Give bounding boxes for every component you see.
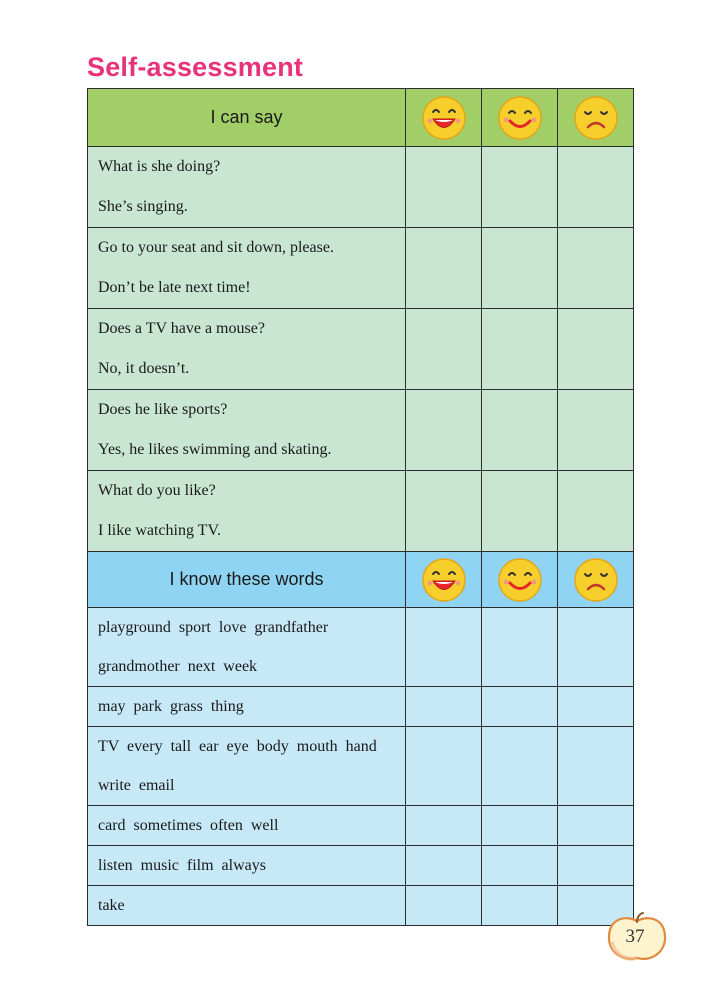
rating-cell-sad[interactable] (558, 228, 634, 309)
rating-cell-smile[interactable] (482, 608, 558, 687)
words-line: take (98, 897, 125, 914)
rating-cell-smile[interactable] (482, 727, 558, 806)
words-row (88, 687, 634, 727)
say-header-row (88, 89, 634, 147)
words-line: playground sport love grandfather (98, 619, 329, 636)
smiling-face-icon (497, 95, 543, 141)
rating-cell-sad[interactable] (558, 687, 634, 727)
rating-cell-smile[interactable] (482, 228, 558, 309)
words-line: may park grass thing (98, 698, 244, 715)
rating-cell-sad[interactable] (558, 390, 634, 471)
rating-cell-laugh[interactable] (406, 846, 482, 886)
laughing-face-icon (421, 95, 467, 141)
rating-cell-laugh[interactable] (406, 309, 482, 390)
say-answer: No, it doesn’t. (98, 360, 190, 377)
rating-cell-laugh[interactable] (406, 727, 482, 806)
smiling-face-icon (497, 557, 543, 603)
say-question: Go to your seat and sit down, please. (98, 239, 334, 256)
rating-cell-smile[interactable] (482, 806, 558, 846)
words-line: write email (98, 777, 175, 794)
self-assessment-table (87, 88, 634, 926)
rating-cell-sad[interactable] (558, 147, 634, 228)
say-question: Does he like sports? (98, 401, 228, 418)
rating-cell-sad[interactable] (558, 471, 634, 552)
rating-cell-sad[interactable] (558, 806, 634, 846)
say-answer: Don’t be late next time! (98, 279, 251, 296)
words-row (88, 727, 634, 806)
rating-cell-laugh[interactable] (406, 471, 482, 552)
say-row (88, 390, 634, 471)
words-row (88, 806, 634, 846)
rating-cell-sad[interactable] (558, 846, 634, 886)
words-header-label: I know these words (88, 552, 406, 608)
say-answer: She’s singing. (98, 198, 188, 215)
say-row (88, 309, 634, 390)
rating-cell-smile[interactable] (482, 147, 558, 228)
rating-cell-laugh[interactable] (406, 147, 482, 228)
rating-cell-sad[interactable] (558, 309, 634, 390)
rating-cell-laugh[interactable] (406, 886, 482, 926)
say-header-label: I can say (88, 89, 406, 147)
words-row (88, 846, 634, 886)
say-row (88, 228, 634, 309)
rating-cell-smile[interactable] (482, 846, 558, 886)
say-question: Does a TV have a mouse? (98, 320, 265, 337)
rating-cell-smile[interactable] (482, 886, 558, 926)
rating-cell-smile[interactable] (482, 309, 558, 390)
page-number: 37 (625, 926, 645, 947)
rating-cell-sad[interactable] (558, 727, 634, 806)
words-line: TV every tall ear eye body mouth hand (98, 738, 377, 755)
rating-cell-smile[interactable] (482, 390, 558, 471)
words-line: card sometimes often well (98, 817, 279, 834)
say-row (88, 147, 634, 228)
say-answer: Yes, he likes swimming and skating. (98, 441, 332, 458)
rating-cell-smile[interactable] (482, 687, 558, 727)
words-row (88, 608, 634, 687)
say-question: What do you like? (98, 482, 216, 499)
laughing-face-icon (421, 557, 467, 603)
rating-cell-laugh[interactable] (406, 687, 482, 727)
words-row (88, 886, 634, 926)
rating-cell-laugh[interactable] (406, 228, 482, 309)
sad-face-icon (573, 95, 619, 141)
page-title: Self-assessment (87, 52, 304, 82)
rating-cell-laugh[interactable] (406, 390, 482, 471)
sad-face-icon (573, 557, 619, 603)
say-question: What is she doing? (98, 158, 221, 175)
say-answer: I like watching TV. (98, 522, 221, 539)
words-line: grandmother next week (98, 658, 258, 675)
rating-cell-laugh[interactable] (406, 806, 482, 846)
rating-cell-smile[interactable] (482, 471, 558, 552)
say-row (88, 471, 634, 552)
rating-cell-sad[interactable] (558, 608, 634, 687)
words-line: listen music film always (98, 857, 266, 874)
words-header-row (88, 552, 634, 608)
rating-cell-laugh[interactable] (406, 608, 482, 687)
